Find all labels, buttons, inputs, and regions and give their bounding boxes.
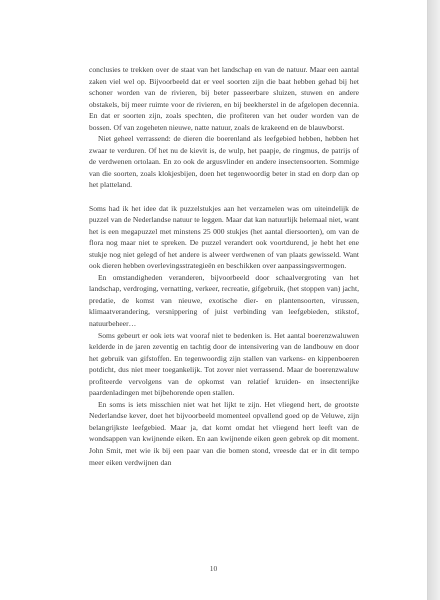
section-break	[89, 191, 359, 203]
paragraph-5: Soms gebeurt er ook iets wat vooraf niet te bedenken is. Het aantal boerenzwaluwen kelderde in de jaren zeventig en tachtig door de intensivering van de landbouw en door het gebruik van gifstoffen. En tegenwoordig zijn stallen van varkens- en kippenboeren potdicht, dus niet meer toegankelijk. Tot zover niet verrassend. Maar de boerenzwaluw profiteerde vervolgens van de opkomst van relatief kruiden- en insectenrijke paardenladingen met bijbehorende open stallen.	[89, 330, 359, 398]
paragraph-3: Soms had ik het idee dat ik puzzelstukjes aan het verzamelen was om uiteindelijk de puzzel van de Nederlandse natuur te leggen. Maar dat kan natuurlijk helemaal niet, want het is een megapuzzel met minstens 25 000 stukjes (het aantal diersoorten), om van de flora nog maar niet te spreken. De puzzel verandert ook voortdurend, je hebt het ene stukje nog niet gelegd of het andere is alweer verdwenen of van plaats gewisseld. Want ook dieren hebben overlevingsstrategieën en beschikken over aanpassingsvermogen.	[89, 203, 359, 271]
page-edge	[428, 0, 440, 600]
body-text	[89, 64, 359, 468]
paragraph-1: conclusies te trekken over de staat van het landschap en van de natuur. Maar een aantal zaken viel wel op. Bijvoorbeeld dat er veel soorten zijn die baat hebben gehad bij het schoner worden van de rivieren, bij beter passeerbare sluizen, stuwen en andere obstakels, bij meer ruimte voor de rivieren, en bij beekherstel in de afgelopen decennia. En dat er soorten zijn, zoals spechten, die profiteren van het ouder worden van de bossen. Of van zogeheten nieuwe, natte natuur, zoals de krakeend en de blauwborst.	[89, 65, 359, 132]
paragraph-4: En omstandigheden veranderen, bijvoorbeeld door schaalvergroting van het landschap, verdroging, vernatting, verkeer, recreatie, gifgebruik, (het stoppen van) jacht, predatie, de komst van nieuwe, exotische dier- en plantensoorten, virussen, klimaatverandering, versnippering of juist verbinding van leefgebieden, stikstof, natuurbeheer…	[89, 272, 359, 328]
paragraph-6: En soms is iets misschien niet wat het lijkt te zijn. Het vliegend hert, de grootste Nederlandse kever, doet het bijvoorbeeld momenteel opvallend goed op de Veluwe, zijn belangrijkste leefgebied. Maar ja, dat komt omdat het vliegend hert leeft van de wondsappen van kwijnende eiken. En aan kwijnende eiken geen gebrek op dit moment. John Smit, met wie ik bij een paar van die bomen stond, vreesde dat er in dit tempo meer eiken verdwijnen dan	[89, 399, 359, 467]
page-number: 10	[209, 564, 218, 573]
paragraph-2: Niet geheel verrassend: de dieren die boerenland als leefgebied hebben, hebben het zwaar te verduren. Of het nu de kievit is, de wulp, het paapje, de ringmus, de patrijs of de verdwenen ortolaan. En zo ook de argusvlinder en andere insectensoorten. Sommige van die soorten, zoals klokjesbijen, doen het tegenwoordig beter in stad en dorp dan op het platteland.	[89, 134, 359, 190]
